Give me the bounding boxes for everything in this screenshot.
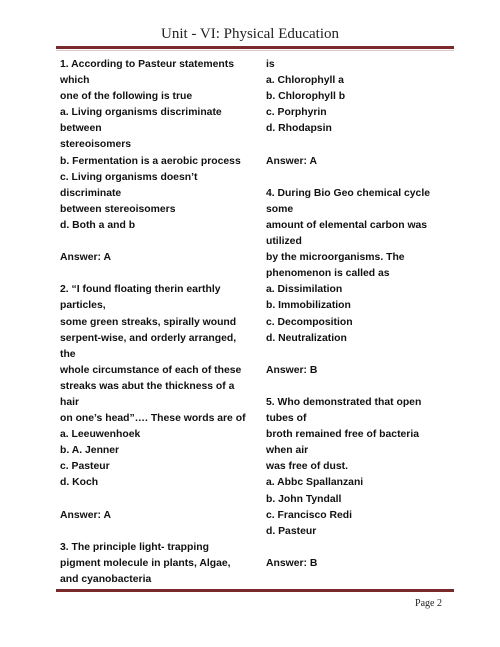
text-line: d. Rhodapsin — [266, 123, 332, 135]
footer-divider — [56, 589, 454, 592]
text-line: c. Porphyrin — [266, 107, 327, 119]
text-line: between — [60, 123, 102, 135]
text-line: utilized — [266, 236, 302, 248]
text-line: stereoisomers — [60, 139, 132, 151]
text-line: b. A. Jenner — [60, 445, 120, 457]
text-line: 4. During Bio Geo chemical cycle — [266, 187, 430, 199]
text-line: whole circumstance of each of these — [60, 364, 242, 376]
text-line: d. Koch — [60, 477, 99, 489]
blank-line — [266, 137, 456, 153]
text-line: 1. According to Pasteur statements — [60, 59, 234, 70]
text-line: on one’s head”…. These words are of — [60, 413, 246, 425]
page-number: Page 2 — [415, 598, 442, 609]
text-line: Answer: A — [60, 252, 111, 264]
text-line: pigment molecule in plants, Algae, — [60, 557, 231, 569]
text-line: 3. The principle light- trapping — [60, 541, 209, 553]
blank-line — [60, 524, 250, 540]
text-line: Answer: B — [266, 364, 318, 376]
text-line: a. Dissimilation — [266, 284, 343, 296]
text-line: 5. Who demonstrated that open — [266, 396, 422, 408]
left-text-column — [60, 57, 250, 588]
blank-line — [60, 266, 250, 282]
header-divider — [56, 46, 454, 49]
page-header-title: Unit - VI: Physical Education — [160, 26, 340, 42]
text-line: b. John Tyndall — [266, 493, 342, 505]
text-line: a. Abbc Spallanzani — [266, 477, 364, 489]
text-line: a. Leeuwenhoek — [60, 429, 141, 441]
text-line: d. Pasteur — [266, 525, 317, 537]
blank-line — [266, 540, 456, 556]
text-line: b. Immobilization — [266, 300, 351, 312]
text-line: c. Decomposition — [266, 316, 353, 328]
text-line: which — [60, 75, 90, 87]
text-line: amount of elemental carbon was — [266, 219, 428, 231]
text-line: tubes of — [266, 413, 307, 425]
text-line: c. Pasteur — [60, 461, 110, 473]
text-line: Answer: A — [60, 509, 111, 521]
text-line: was free of dust. — [266, 461, 348, 473]
text-line: a. Chlorophyll a — [266, 75, 344, 87]
text-line: the — [60, 348, 76, 360]
text-line: c. Francisco Redi — [266, 509, 353, 521]
text-line: serpent-wise, and orderly arranged, — [60, 332, 237, 344]
text-line: one of the following is true — [60, 91, 193, 103]
text-line: discriminate — [60, 187, 122, 199]
text-line: a. Living organisms discriminate — [60, 107, 222, 119]
text-line: Answer: A — [266, 155, 317, 167]
text-line: b. Chlorophyll b — [266, 91, 346, 103]
text-line: 2. “I found floating therin earthly — [60, 284, 221, 296]
text-line: between stereoisomers — [60, 203, 176, 215]
blank-line — [266, 379, 456, 395]
text-line: and cyanobacteria — [60, 574, 152, 585]
text-line: b. Fermentation is a aerobic process — [60, 155, 241, 167]
text-line: streaks was abut the thickness of a — [60, 380, 235, 392]
blank-line — [60, 234, 250, 250]
text-line: by the microorganisms. The — [266, 252, 405, 264]
blank-line — [266, 347, 456, 363]
text-line: particles, — [60, 300, 106, 312]
text-line: hair — [60, 396, 80, 408]
text-line: Answer: B — [266, 557, 318, 569]
text-line: phenomenon is called as — [266, 268, 390, 280]
text-line: broth remained free of bacteria — [266, 429, 420, 441]
text-line: some — [266, 203, 294, 215]
blank-line — [60, 492, 250, 508]
blank-line — [266, 170, 456, 186]
text-line: some green streaks, spirally wound — [60, 316, 237, 328]
right-text-column — [266, 57, 456, 572]
text-line: when air — [266, 445, 309, 457]
text-line: d. Neutralization — [266, 332, 347, 344]
text-line: is — [266, 59, 275, 70]
text-line: c. Living organisms doesn’t — [60, 171, 198, 183]
text-line: d. Both a and b — [60, 219, 136, 231]
